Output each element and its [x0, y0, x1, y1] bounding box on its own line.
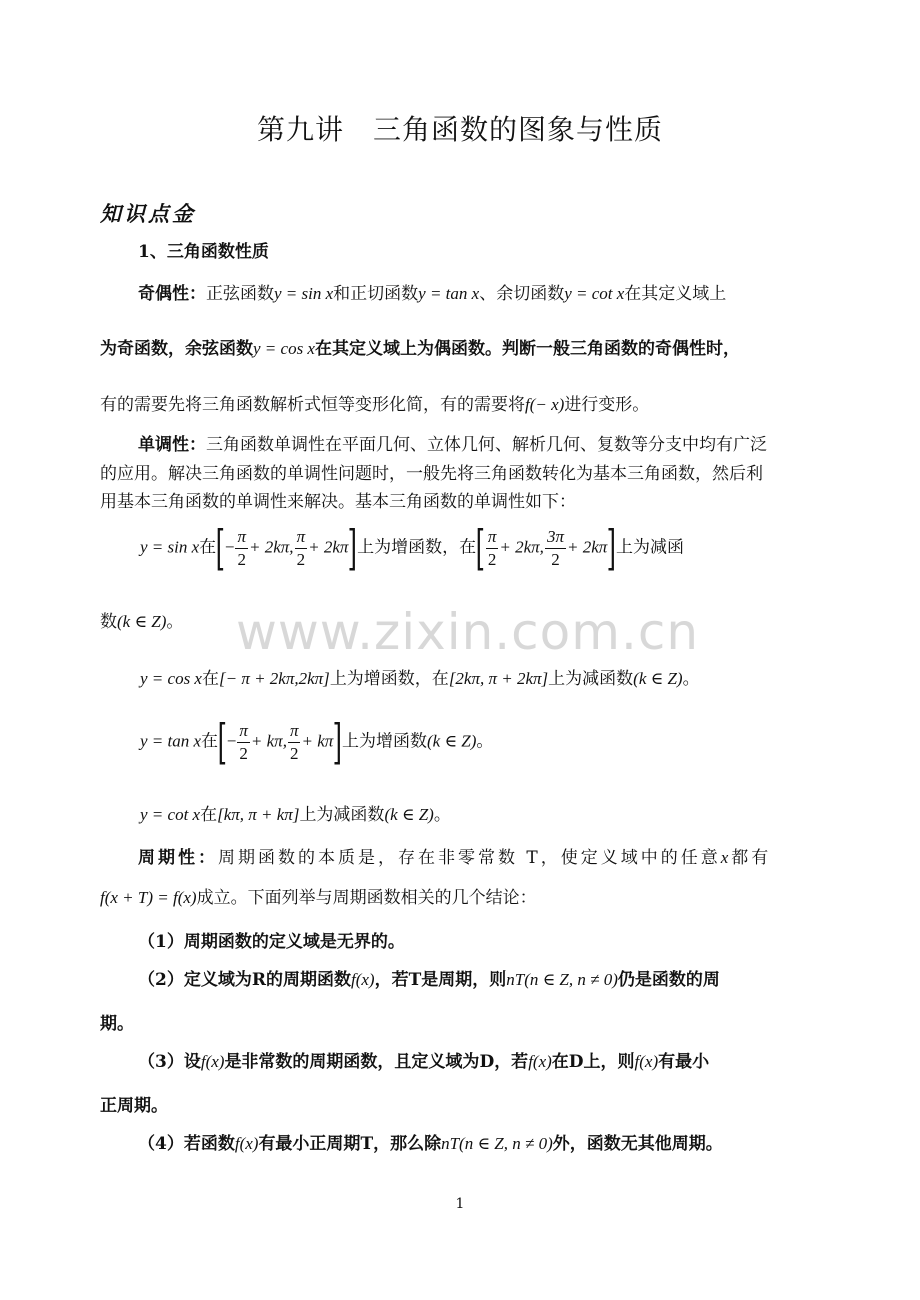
denominator: 2 [296, 549, 306, 569]
denominator: 2 [237, 549, 246, 569]
denominator: 2 [551, 549, 560, 569]
term: + 2kπ [566, 537, 608, 557]
parity-line-3 [100, 393, 649, 417]
text: 有的需要先将三角函数解析式恒等变形化简，有的需要将 [100, 395, 525, 415]
formula-nt: nT(n ∈ Z, n ≠ 0) [506, 970, 618, 989]
text: 。 [433, 805, 451, 825]
text: 在 [201, 669, 219, 689]
cos-monotonic-formula [140, 667, 700, 691]
text: 正弦函数 [206, 284, 274, 304]
formula-tan: y = tan x [140, 731, 202, 751]
fraction-pi-over-2 [237, 720, 250, 765]
formula-f-neg-x: f(− x) [525, 395, 565, 414]
bracket-right: ] [348, 520, 358, 576]
formula-fx: f(x) [234, 1134, 259, 1153]
monotonic-line-1 [138, 433, 767, 457]
formula-tan: y = tan x [418, 284, 480, 303]
formula-cot: y = cot x [564, 284, 625, 303]
interval: [2kπ, π + 2kπ] [448, 669, 549, 688]
monotonic-label: 单调性： [138, 435, 206, 455]
sin-monotonic-continuation [100, 610, 183, 634]
minus-sign: − [226, 731, 237, 751]
formula-cos: y = cos x [140, 669, 202, 688]
symbol-t: T [360, 1134, 374, 1154]
term: + 2kπ, [249, 537, 294, 557]
text: 和正切函数 [333, 284, 419, 304]
formula-sin: y = sin x [140, 537, 200, 557]
text: 数 [100, 612, 117, 632]
page-title: 第九讲 三角函数的图象与性质 [256, 113, 663, 146]
text: 有最小 [658, 1052, 710, 1072]
text: （2）定义域为 [138, 970, 252, 990]
period-item-3 [138, 1050, 709, 1074]
text: ，若 [494, 1052, 529, 1072]
formula-periodic: f(x + T) = f(x) [100, 888, 197, 907]
period-item-2 [138, 968, 720, 992]
formula-fx: f(x) [528, 1052, 552, 1071]
period-line-2 [100, 886, 537, 910]
text: 的周期函数 [265, 970, 351, 990]
text: （4）若函数 [138, 1134, 235, 1154]
text: 上，则 [583, 1052, 635, 1072]
formula-cot: y = cot x [140, 805, 201, 824]
parity-line-2 [100, 337, 740, 361]
text: 是非常数的周期函数，且定义域为 [224, 1052, 480, 1072]
parity-label: 奇偶性： [138, 284, 206, 304]
symbol-r: R [251, 970, 266, 990]
formula-k-in-z: (k ∈ Z) [117, 612, 167, 631]
term: + 2kπ, [499, 537, 544, 557]
numerator: π [295, 526, 308, 549]
bracket-right: ] [606, 520, 617, 576]
formula-fx: f(x) [634, 1052, 659, 1071]
fraction-pi-over-2 [235, 526, 248, 571]
symbol-t: T [408, 970, 422, 990]
monotonic-line-2: 的应用。解决三角函数的单调性问题时，一般先将三角函数转化为基本三角函数，然后利 [100, 464, 763, 484]
minus-sign: − [224, 537, 235, 557]
symbol-d: D [568, 1052, 584, 1072]
text: ，那么除 [373, 1134, 442, 1154]
fraction-pi-over-2 [288, 720, 301, 765]
numerator: π [235, 526, 248, 549]
text: 是周期，则 [421, 970, 507, 990]
text: 外，函数无其他周期。 [552, 1134, 723, 1154]
watermark: www.zixin.com.cn [236, 603, 700, 661]
tan-monotonic-formula [140, 716, 493, 768]
bracket-right: ] [332, 714, 343, 770]
cot-monotonic-formula [140, 803, 451, 827]
text: 周期函数的本质是，存在非零常数 T，使定义域中的任意 [218, 848, 721, 868]
text: 有最小正周期 [258, 1134, 361, 1154]
text: （3）设 [138, 1052, 201, 1072]
text: 三角函数单调性在平面几何、立体几何、解析几何、复数等分支中均有广泛 [206, 435, 767, 455]
fraction-pi-over-2 [486, 526, 499, 571]
text: 在 [201, 731, 219, 752]
formula-k-in-z: (k ∈ Z) [384, 805, 434, 824]
var-x: x [720, 848, 732, 867]
text: 在其定义域上为偶函数。判断一般三角函数的奇偶性时， [314, 339, 740, 359]
text: 。 [476, 731, 494, 752]
denominator: 2 [289, 743, 299, 763]
text: 。 [166, 612, 184, 632]
text: 上为减函数 [299, 805, 385, 825]
numerator: 3π [545, 526, 566, 549]
text: 在 [200, 805, 218, 825]
formula-sin: y = sin x [274, 284, 334, 303]
fraction-pi-over-2 [295, 526, 308, 571]
text: ，若 [374, 970, 409, 990]
text: 在其定义域上 [624, 284, 727, 304]
bracket-left: [ [215, 520, 226, 576]
text: 成立。下面列举与周期函数相关的几个结论： [196, 888, 537, 908]
parity-line-1 [138, 282, 726, 306]
text: 上为减函数 [548, 669, 634, 689]
interval: [kπ, π + kπ] [217, 805, 300, 824]
text: 上为增函数 [342, 731, 428, 752]
text: 、余切函数 [479, 284, 565, 304]
text: 仍是函数的周 [617, 970, 720, 990]
symbol-d: D [479, 1052, 495, 1072]
text: 在 [199, 537, 217, 558]
formula-fx: f(x) [200, 1052, 225, 1071]
text: 上为减函 [616, 537, 684, 558]
numerator: π [237, 720, 250, 743]
text: 上为增函数，在 [329, 669, 449, 689]
numerator: π [486, 526, 499, 549]
text: 上为增函数，在 [357, 537, 477, 558]
subheading-properties: 1、三角函数性质 [138, 242, 269, 262]
formula-k-in-z: (k ∈ Z) [633, 669, 683, 688]
fraction-3pi-over-2 [545, 526, 566, 571]
denominator: 2 [487, 549, 497, 569]
period-line-1 [138, 846, 771, 870]
monotonic-line-3: 用基本三角函数的单调性来解决。基本三角函数的单调性如下： [100, 492, 576, 512]
text: 。 [682, 669, 700, 689]
text: 为奇函数，余弦函数 [100, 339, 253, 359]
formula-k-in-z: (k ∈ Z) [427, 731, 477, 751]
term: + 2kπ [308, 537, 349, 557]
text: 进行变形。 [564, 395, 650, 415]
bracket-left: [ [475, 520, 486, 576]
formula-fx: f(x) [350, 970, 375, 989]
interval: [− π + 2kπ,2kπ] [218, 669, 330, 688]
period-item-2-cont: 期。 [100, 1014, 134, 1034]
term: + kπ, [250, 731, 287, 751]
denominator: 2 [239, 743, 248, 763]
period-label: 周期性： [138, 848, 218, 868]
formula-cos: y = cos x [253, 339, 315, 358]
period-item-1: （1）周期函数的定义域是无界的。 [138, 932, 405, 952]
term: + kπ [301, 731, 334, 751]
period-item-4 [138, 1132, 723, 1156]
formula-nt: nT(n ∈ Z, n ≠ 0) [441, 1134, 553, 1153]
section-heading: 知识点金 [100, 201, 196, 226]
page-number: 1 [455, 1196, 465, 1212]
numerator: π [288, 720, 301, 743]
bracket-left: [ [217, 714, 228, 770]
text: 都有 [731, 848, 772, 868]
sin-monotonic-formula [140, 522, 684, 574]
period-item-3-cont: 正周期。 [100, 1096, 168, 1116]
text: 在 [551, 1052, 569, 1072]
